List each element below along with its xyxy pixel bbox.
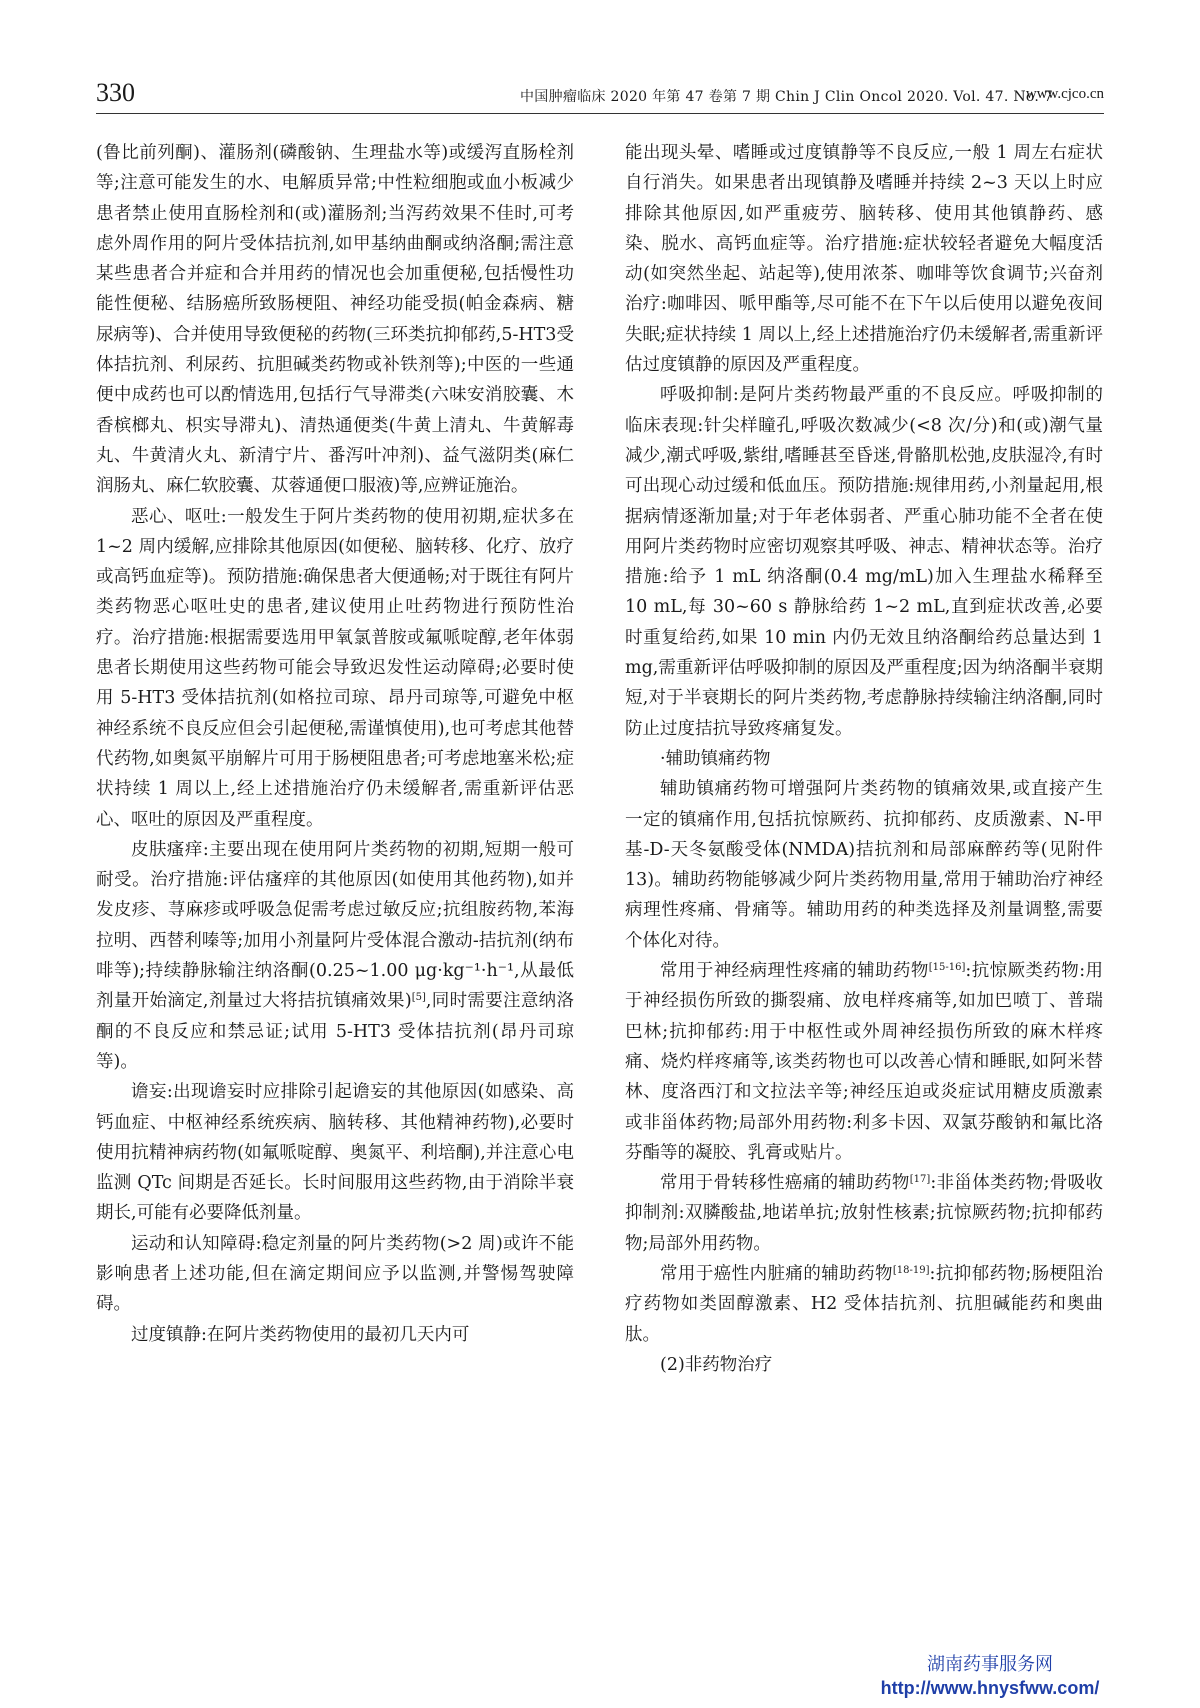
paragraph-text: :抗抑郁药物;肠梗阻治疗药物如类固醇激素、H2 受体拮抗剂、抗胆碱能药和奥曲肽。 — [625, 1263, 1103, 1345]
paragraph-text: :非甾体类药物;骨吸收抑制剂:双膦酸盐,地诺单抗;放射性核素;抗惊厥药物;抗抑郁药物;局部外用药物。 — [625, 1173, 1104, 1254]
journal-website: www.cjco.cn — [1025, 86, 1104, 102]
header-rule — [96, 113, 1104, 114]
paragraph-text: 常用于癌性内脏痛的辅助药物 — [660, 1263, 893, 1284]
page-header — [96, 78, 1104, 112]
paragraph-delirium: 谵妄:出现谵妄时应排除引起谵妄的其他原因(如感染、高钙血症、中枢神经系统疾病、脑转移、其他精神药物),必要时使用抗精神病药物(如氟哌啶醇、奥氮平、利培酮),并注意心电监测 QTc 间期是否延长。长时间服用这些药物,由于消除半衰期长,可能有必要降低剂量。 — [96, 1082, 574, 1224]
paragraph-motor-cognitive: 运动和认知障碍:稳定剂量的阿片类药物(>2 周)或许不能影响患者上述功能,但在滴定期间应予以监测,并警惕驾驶障碍。 — [96, 1233, 574, 1315]
watermark-url[interactable]: http://www.hnysfww.com/ — [880, 1678, 1100, 1698]
paragraph-bone-metastasis — [625, 1168, 1103, 1259]
paragraph-text: ,同时需要注意纳洛酮的不良反应和禁忌证;试用 5-HT3 受体拮抗剂(昂丹司琼等)。 — [96, 991, 574, 1072]
paragraph-constipation-cont: (鲁比前列酮)、灌肠剂(磷酸钠、生理盐水等)或缓泻直肠栓剂等;注意可能发生的水、电解质异常;中性粒细胞或血小板减少患者禁止使用直肠栓剂和(或)灌肠剂;当泻药效果不佳时,可考虑外周作用的阿片受体拮抗剂,如甲基纳曲酮或纳洛酮;需注意某些患者合并症和合并用药的情况也会加重便秘,包括慢性功能性便秘、结肠癌所致肠梗阻、神经功能受损(帕金森病、糖尿病等)、合并使用导致便秘的药物(三环类抗抑郁药,5-HT3受体拮抗剂、利尿药、抗胆碱类药物或补铁剂等);中医的一些通便中成药也可以酌情选用,包括行气导滞类(六味安消胶囊、木香槟榔丸、枳实导滞丸)、清热通便类(牛黄上清丸、牛黄解毒丸、牛黄清火丸、新清宁片、番泻叶冲剂)、益气滋阴类(麻仁润肠丸、麻仁软胶囊、苁蓉通便口服液)等,应辨证施治。 — [96, 143, 574, 497]
paragraph-text: :抗惊厥类药物:用于神经损伤所致的撕裂痛、放电样疼痛等,如加巴喷丁、普瑞巴林;抗抑郁药:用于中枢性或外周神经损伤所致的麻木样疼痛、烧灼样疼痛等,该类药物也可以改善心情和睡眠,如阿米替林、度洛西汀和文拉法辛等;神经压迫或炎症试用糖皮质激素或非甾体药物;局部外用药物:利多卡因、双氯芬酸钠和氟比洛芬酯等的凝胶、乳膏或贴片。 — [625, 961, 1104, 1163]
paragraph-sedation-cont: 能出现头晕、嗜睡或过度镇静等不良反应,一般 1 周左右症状自行消失。如果患者出现镇静及嗜睡并持续 2~3 天以上时应排除其他原因,如严重疲劳、脑转移、使用其他镇静药、感染、脱水、高钙血症等。治疗措施:症状较轻者避免大幅度活动(如突然坐起、站起等),使用浓茶、咖啡等饮食调节;兴奋剂治疗:咖啡因、哌甲酯等,尽可能不在下午以后使用以避免夜间失眠;症状持续 1 周以上,经上述措施治疗仍未缓解者,需重新评估过度镇静的原因及严重程度。 — [625, 143, 1103, 376]
watermark-name: 湖南药事服务网 — [927, 1654, 1053, 1674]
paragraph-pruritus — [96, 835, 574, 1077]
paragraph-nausea: 恶心、呕吐:一般发生于阿片类药物的使用初期,症状多在 1~2 周内缓解,应排除其他原因(如便秘、脑转移、化疗、放疗或高钙血症等)。预防措施:确保患者大便通畅;对于既往有阿片类药物恶心呕吐史的患者,建议使用止吐药物进行预防性治疗。治疗措施:根据需要选用甲氧氯普胺或氟哌啶醇,老年体弱患者长期使用这些药物可能会导致迟发性运动障碍;必要时使用 5-HT3 受体拮抗剂(如格拉司琼、昂丹司琼等,可避免中枢神经系统不良反应但会引起便秘,需谨慎使用),也可考虑其他替代药物,如奥氮平崩解片可用于肠梗阻患者;可考虑地塞米松;症状持续 1 周以上,经上述措施治疗仍未缓解者,需重新评估恶心、呕吐的原因及严重程度。 — [96, 506, 574, 830]
paragraph-sedation-start: 过度镇静:在阿片类药物使用的最初几天内可 — [131, 1324, 470, 1345]
right-column — [625, 138, 1103, 1380]
paragraph-respiratory-depression: 呼吸抑制:是阿片类药物最严重的不良反应。呼吸抑制的临床表现:针尖样瞳孔,呼吸次数减少(<8 次/分)和(或)潮气量减少,潮式呼吸,紫绀,嗜睡甚至昏迷,骨骼肌松弛,皮肤湿冷,有时可出现心动过缓和低血压。预防措施:规律用药,小剂量起用,根据病情逐渐加量;对于年老体弱者、严重心肺功能不全者在使用阿片类药物时应密切观察其呼吸、神志、精神状态等。治疗措施:给予 1 mL 纳洛酮(0.4 mg/mL)加入生理盐水稀释至 10 mL,每 30~60 s 静脉给药 1~2 mL,直到症状改善,必要时重复给药,如果 10 min 内仍无效且纳洛酮给药总量达到 1 mg,需重新评估呼吸抑制的原因及严重程度;因为纳洛酮半衰期短,对于半衰期长的阿片类药物,考虑静脉持续输注纳洛酮,同时防止过度拮抗导致疼痛复发。 — [625, 385, 1103, 739]
section-heading-adjuvant: ·辅助镇痛药物 — [660, 748, 771, 769]
citation-ref: [17] — [909, 1174, 931, 1186]
citation-ref: [15-16] — [928, 962, 966, 974]
left-column — [96, 138, 574, 1350]
section-heading-nonpharm: (2)非药物治疗 — [660, 1354, 773, 1375]
paragraph-visceral — [625, 1259, 1103, 1350]
paragraph-text: 常用于骨转移性癌痛的辅助药物 — [660, 1173, 910, 1194]
citation-ref: [18-19] — [892, 1264, 930, 1276]
paragraph-text: 常用于神经病理性疼痛的辅助药物 — [660, 961, 929, 982]
page-number: 330 — [96, 78, 135, 107]
journal-citation: 中国肿瘤临床 2020 年第 47 卷第 7 期 Chin J Clin Oncol 2020. Vol. 47. No. 7 — [520, 89, 1054, 105]
paragraph-adjuvant-intro: 辅助镇痛药物可增强阿片类药物的镇痛效果,或直接产生一定的镇痛作用,包括抗惊厥药、抗抑郁药、皮质激素、N-甲基-D-天冬氨酸受体(NMDA)拮抗剂和局部麻醉药等(见附件 13)。辅助药物能够减少阿片类药物用量,常用于辅助治疗神经病理性疼痛、骨痛等。辅助用药的种类选择及剂量调整,需要个体化对待。 — [625, 779, 1103, 951]
paragraph-neuropathic — [625, 956, 1103, 1168]
paragraph-text: 皮肤瘙痒:主要出现在使用阿片类药物的初期,短期一般可耐受。治疗措施:评估瘙痒的其他原因(如使用其他药物),如并发皮疹、荨麻疹或呼吸急促需考虑过敏反应;抗组胺药物,苯海拉明、西替利嗪等;加用小剂量阿片受体混合激动-拮抗剂(纳布啡等);持续静脉输注纳洛酮(0.25~1.00 μg·kg⁻¹·h⁻¹,从最低剂量开始滴定,剂量过大将拮抗镇痛效果) — [96, 839, 574, 1012]
citation-ref: [5] — [411, 992, 426, 1004]
watermark — [860, 1652, 1120, 1700]
